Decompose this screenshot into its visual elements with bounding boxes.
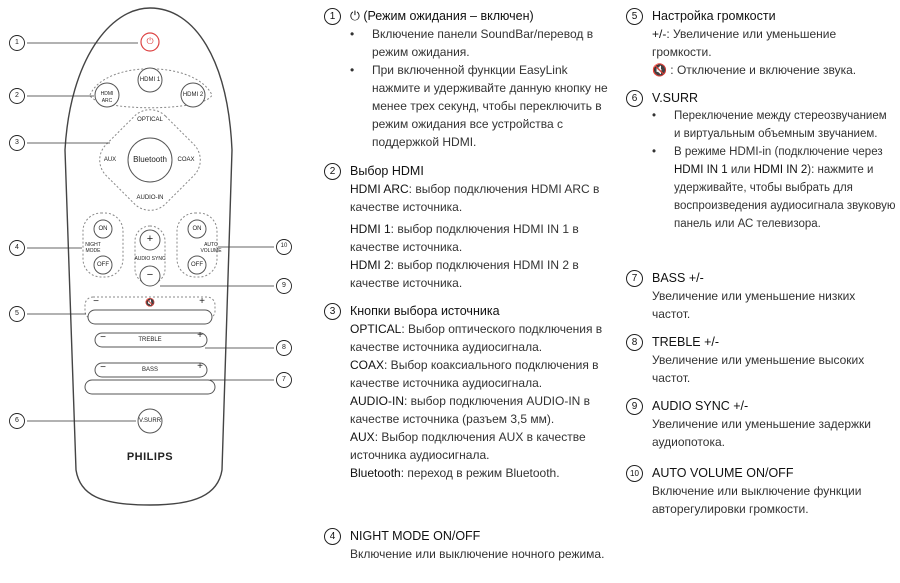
section-title: Настройка громкости [652,9,776,23]
callout-7: 7 [282,376,286,383]
section-standby [324,8,614,151]
bullet: • При включенной функции EasyLink нажмите и удерживайте данную кнопку не менее трех секунд, чтобы переключить в режим ожидания все устройства с поддержкой HDMI. [350,61,614,151]
section-number: 4 [324,528,341,545]
section-auto-volume [626,465,896,518]
treble-label: TREBLE [138,337,162,343]
item-text: : выбор подключения AUDIO-IN в качестве источника (разъем 3,5 мм). [350,394,591,426]
item-key: COAX [350,358,385,372]
item-key: +/- [652,27,667,41]
section-source [324,303,614,482]
audio-sync-plus-button[interactable]: + [146,233,154,245]
section-number: 6 [626,90,643,107]
section-title: AUTO VOLUME ON/OFF [652,466,794,480]
night-mode-label: NIGHT MODE [85,242,101,254]
section-audio-sync [626,398,896,451]
item-text: : Отключение и включение звука. [666,63,857,77]
section-number: 1 [324,8,341,25]
bass-minus-button[interactable]: − [100,362,106,373]
coax-button[interactable]: COAX [177,157,195,163]
section-treble [626,334,896,387]
mute-icon[interactable]: 🔇 [145,298,155,307]
section-number: 5 [626,8,643,25]
item-key: OPTICAL [350,322,402,336]
callout-4: 4 [15,244,19,251]
callout-6: 6 [15,417,19,424]
item-key: HDMI 1 [350,222,391,236]
vsurr-button[interactable]: V.SURR [138,418,162,424]
volume-minus-button[interactable]: − [93,296,99,307]
section-number: 2 [324,163,341,180]
item-text: : Выбор оптического подключения в качестве источника аудиосигнала. [350,322,603,354]
section-number: 3 [324,303,341,320]
section-number: 10 [626,465,643,482]
callout-1: 1 [15,39,19,46]
section-bass [626,270,896,323]
item-key: AUDIO-IN [350,394,404,408]
section-text: Включение или выключение ночного режима. [350,547,605,561]
audio-in-button[interactable]: AUDIO-IN [136,195,164,201]
callout-3: 3 [15,139,19,146]
section-text: Увеличение или уменьшение задержки аудиопотока. [652,417,871,449]
item-text: : Выбор коаксиального подключения в качестве источника аудиосигнала. [350,358,599,390]
optical-button[interactable]: OPTICAL [137,117,163,123]
section-volume [626,8,896,79]
section-text: Включение или выключение функции авторегулировки громкости. [652,484,862,516]
section-text: Увеличение или уменьшение высоких частот. [652,353,865,385]
item-text: : переход в режим Bluetooth. [400,466,560,480]
item-text: : выбор подключения HDMI ARC в качестве источника. [350,182,600,214]
mute-icon: 🔇 [652,63,667,77]
brand-logo: PHILIPS [126,451,174,463]
callout-9: 9 [282,282,286,289]
treble-minus-button[interactable]: − [100,332,106,343]
hdmi2-button[interactable]: HDMI 2 [182,92,204,98]
item-key: Bluetooth [350,466,401,480]
item-text: : выбор подключения HDMI IN 1 в качестве источника. [350,222,579,254]
remote-illustration [0,0,310,583]
bullet: • Включение панели SoundBar/перевод в режим ожидания. [350,25,614,61]
bass-plus-button[interactable]: + [197,361,203,372]
power-icon[interactable]: ⏻ [146,36,154,46]
hdmi1-button[interactable]: HDMI 1 [139,77,161,83]
autovol-on-button[interactable]: ON [192,226,202,232]
section-number: 7 [626,270,643,287]
callout-10: 10 [280,243,288,249]
item-key: HDMI ARC [350,182,409,196]
audio-sync-minus-button[interactable]: − [146,269,154,281]
item-key: AUX [350,430,375,444]
bluetooth-button[interactable]: Bluetooth [133,155,167,164]
bass-label: BASS [141,367,158,373]
section-vsurr [626,90,896,233]
volume-plus-button[interactable]: + [199,296,205,307]
section-number: 8 [626,334,643,351]
section-title: V.SURR [652,91,699,105]
section-title: Кнопки выбора источника [350,304,500,318]
section-hdmi [324,163,614,292]
treble-plus-button[interactable]: + [197,330,203,341]
remote-drawing [0,0,310,583]
section-text: Увеличение или уменьшение низких частот. [652,289,856,321]
item-text: : Выбор подключения AUX в качестве источника аудиосигнала. [350,430,586,462]
section-title: BASS +/- [652,271,704,285]
callout-5: 5 [15,310,19,317]
hdmi-arc-button[interactable]: HDMI ARC [100,91,114,104]
section-title: AUDIO SYNC +/- [652,399,749,413]
aux-button[interactable]: AUX [103,157,117,163]
item-text: : Увеличение или уменьшение громкости. [652,27,837,59]
bullet: • Переключение между стереозвучанием и виртуальным объемным звучанием. [652,107,896,143]
callout-8: 8 [282,344,286,351]
section-title: Выбор HDMI [350,164,424,178]
section-night-mode [324,528,614,563]
section-title: TREBLE +/- [652,335,720,349]
night-off-button[interactable]: OFF [97,262,109,268]
section-title: NIGHT MODE ON/OFF [350,529,481,543]
night-on-button[interactable]: ON [98,226,108,232]
item-key: HDMI 2 [350,258,391,272]
bullet: • В режиме HDMI-in (подключение через HDMI IN 1 или HDMI IN 2): нажмите и удерживайте, чтобы выбрать для воспроизведения аудиосигнала звуковую панель или АС телевизора. [652,143,896,233]
auto-volume-label: AUTO VOLUME [200,242,222,254]
section-number: 9 [626,398,643,415]
callout-2: 2 [15,92,19,99]
autovol-off-button[interactable]: OFF [191,262,203,268]
item-text: : выбор подключения HDMI IN 2 в качестве источника. [350,258,579,290]
section-title: ⏻ (Режим ожидания – включен) [350,9,534,23]
audio-sync-label: AUDIO SYNC [134,256,166,262]
